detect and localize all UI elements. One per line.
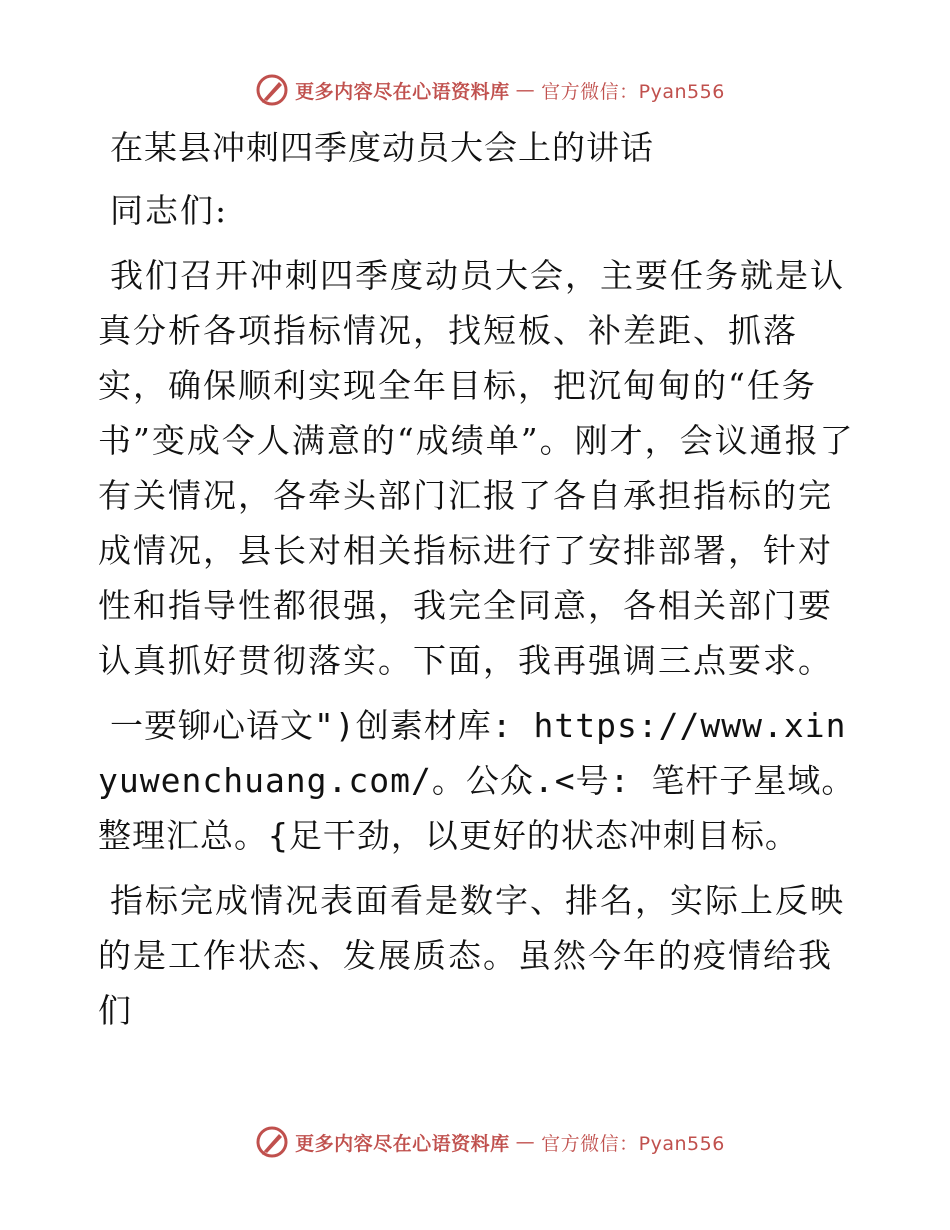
watermark-group (255, 1125, 725, 1159)
watermark-wechat-text: 官方微信：Pyan556 (541, 1132, 725, 1155)
watermark-separator: — (515, 79, 536, 101)
paragraph-indicators: 指标完成情况表面看是数字、排名，实际上反映的是工作状态、发展质态。虽然今年的疫情给我们 (98, 881, 845, 1030)
watermark-site-text: 更多内容尽在心语资料库 (295, 1132, 510, 1155)
watermark-group (255, 73, 725, 107)
paragraph-point-one: 一要铆心语文")创素材库: https://www.xinyuwenchuang.com/。公众.<号: 笔杆子星域。整理汇总。{足干劲，以更好的状态冲刺目标。 (98, 706, 856, 855)
watermark-header (0, 70, 950, 110)
watermark-site-text: 更多内容尽在心语资料库 (295, 80, 510, 103)
quill-logo-icon (255, 1125, 289, 1159)
watermark-wechat-text: 官方微信：Pyan556 (541, 80, 725, 103)
watermark-separator: — (515, 1131, 536, 1153)
salutation: 同志们: (110, 191, 229, 230)
watermark-footer (0, 1122, 950, 1162)
document-title: 在某县冲刺四季度动员大会上的讲话 (110, 128, 654, 167)
paragraph-intro: 我们召开冲刺四季度动员大会，主要任务就是认真分析各项指标情况，找短板、补差距、抓落实，确保顺利实现全年目标，把沉甸甸的“任务书”变成令人满意的“成绩单”。刚才，会议通报了有关情况，各牵头部门汇报了各自承担指标的完成情况，县长对相关指标进行了安排部署，针对性和指导性都很强，我完全同意，各相关部门要认真抓好贯彻落实。下面，我再强调三点要求。 (98, 256, 855, 680)
quill-logo-icon (255, 73, 289, 107)
document-body (98, 120, 858, 1048)
